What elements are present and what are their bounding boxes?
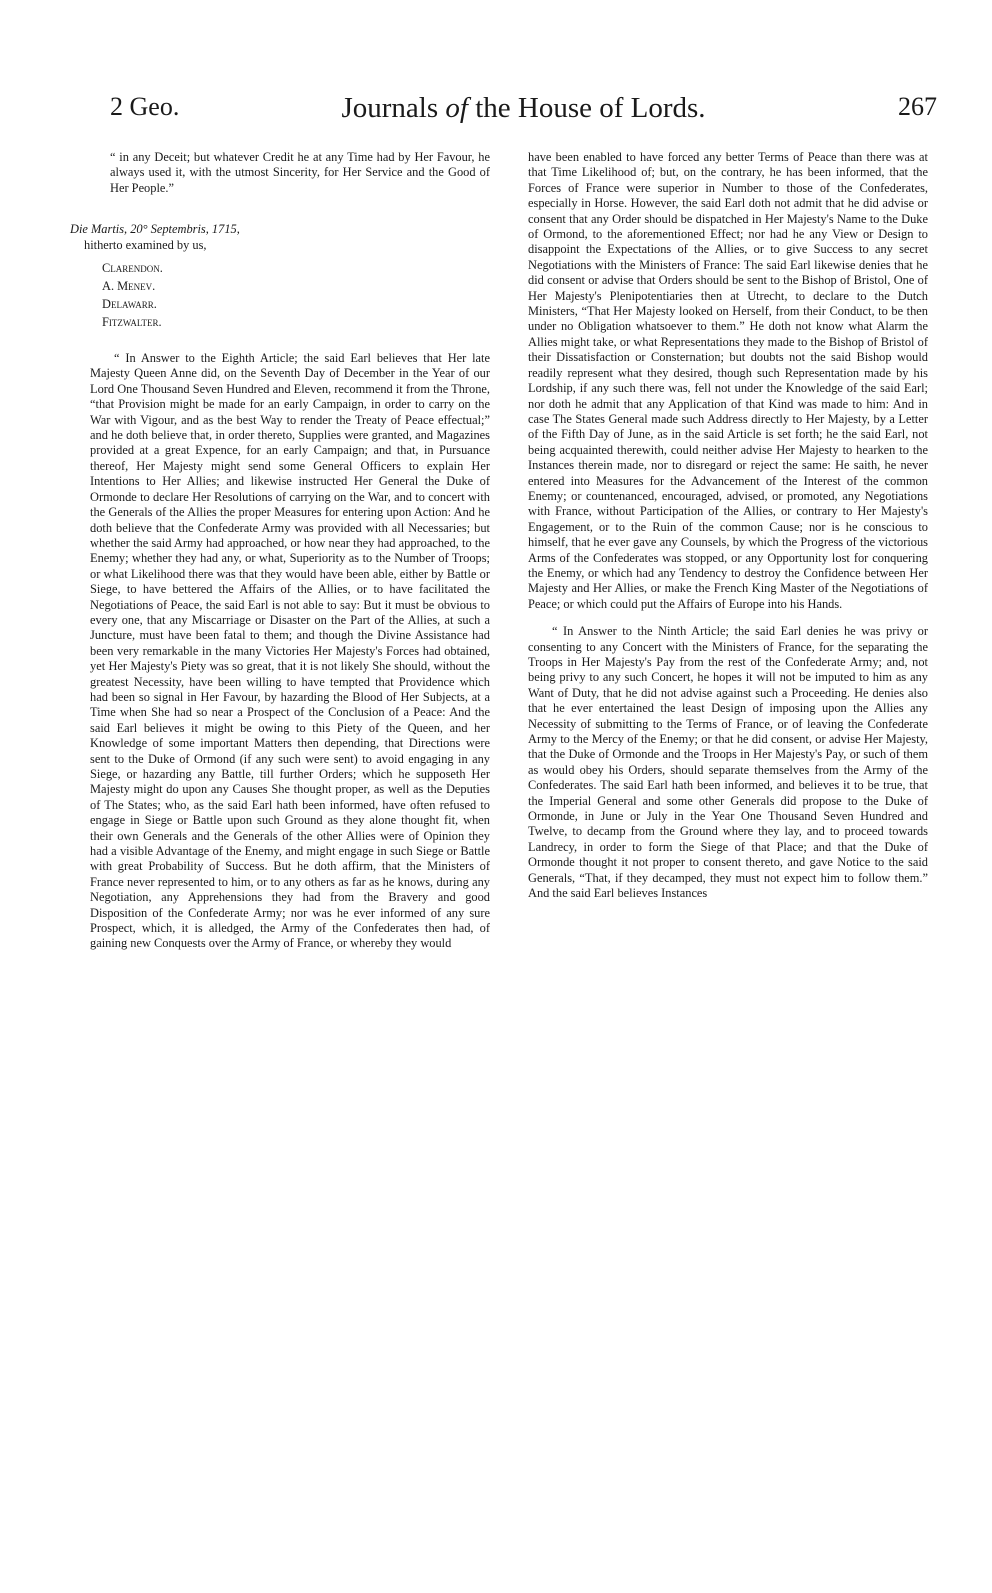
signatory: Fitzwalter. [102,315,162,330]
page-header [110,92,937,136]
article-eighth-continued: have been enabled to have forced any better Terms of Peace than there was at that Time Likelihood of; but, on the contrary, he has been informed, that the Forces of France were superior in Number to those of the Confederates, especially in Horse. However, the said Earl doth not admit that he did advise or consent that any Order should be dispatched in Her Majesty's Name to the Duke of Ormond, to the aforementioned Effect; nor had he any View or Design to disappoint the Expectations of the Allies, or to give Success to any secret Negotiations with the Ministers of France: The said Earl likewise denies that he did consent or advise that Orders should be sent to the Bishop of Bristol, One of Her Majesty's Plenipotentiaries then at Utrecht, to declare to the Dutch Ministers, “That Her Majesty looked on Herself, from their Conduct, to be then under no Obligation whatsoever to them.” He doth not know what Alarm the Allies might take, or what Representations they made to the Bishop of Bristol of their Dissatisfaction or Consternation; but doubts not the said Bishop would readily represent what they desired, though such Representation made by his Lordship, if any such there was, fell not under the Knowledge of the said Earl; nor doth he admit that any Application of that Kind was made to him: And in case The States General made such Address directly to Her Majesty, by a Letter of the Fifth Day of June, as in the said Article is set forth; he the said Earl, not being acquainted therewith, could neither advise Her Majesty to hearken to the Instances therein made, nor to disregard or reject the same: He saith, he never entered into Measures for the Advancement of the Interest of the common Enemy; or countenanced, encouraged, advised, or promoted, any Negotiations with France, without Participation of the Allies, or contrary to Her Majesty's Engagement, or to the Ruin of the common Cause; nor is he conscious to himself, that he ever gave any Counsels, by which the Progress of the victorious Arms of the Confederates was stopped, or any Opportunity lost for conquering the Enemy, or which had any Tendency to destroy the Confidence between Her Majesty and Her Allies, or make the French King Master of the Negotiations of Peace; or which could put the Affairs of Europe into his Hands. [528,150,928,611]
right-column [498,150,928,914]
session-label: 2 Geo. [110,92,180,121]
title-suffix: House of Lords. [517,92,706,124]
signatory-list [60,259,490,331]
left-column [60,150,490,964]
date-line [60,222,490,253]
article-ninth-answer: “ In Answer to the Ninth Article; the said Earl denies he was privy or consenting to any Concert with the Ministers of France, for the separating the Troops in Her Majesty's Pay from the rest of the Confederate Army; and, not being privy to any such Concert, he hopes it will not be imputed to him as any Want of Duty, that he did not advise against such a Proceeding. He denies also that he ever entertained the least Design of imposing upon the Allies any Necessity of submitting to the Terms of France, or of leaving the Confederate Army to the Mercy of the Enemy; or that he did consent, or advise Her Majesty, that the Duke of Ormonde and the Troops in Her Majesty's Pay, or such of them as would obey his Orders, should separate themselves from the Army of the Confederates. The said Earl hath been informed, and believes it to be true, that the Imperial General and some other Generals did propose to the Duke of Ormonde, in June or July in the Year One Thousand Seven Hundred and Twelve, to decamp from the Ground where they lay, and to proceed towards Landrecy, in order to form the Siege of that Place; and that the Duke of Ormonde thought it not proper to consent thereto, and gave Notice to the said Generals, “That, if they decamped, they must not expect him to follow them.” And the said Earl believes Instances [528,624,928,901]
examined-line: hitherto examined by us, [84,237,207,252]
article-eighth-answer: “ In Answer to the Eighth Article; the said Earl believes that Her late Majesty Queen Anne did, on the Seventh Day of December in the Year of our Lord One Thousand Seven Hundred and Eleven, recommend it from the Throne, “that Provision might be made for an early Campaign, in order to carry on the War with Vigour, and as the best Way to render the Treaty of Peace effectual;” and he doth believe that, in order thereto, Supplies were granted, and Magazines provided at a great Expence, for an early Campaign; and that, in Pursuance thereof, Her Majesty might send some General Officers to explain Her Intentions to Her Allies; and likewise instructed Her General the Duke of Ormonde to declare Her Resolutions of carrying on the War, and to concert with the Generals of the Allies the proper Measures for entering upon Action: And he doth believe that the Confederate Army was provided with all Necessaries; but whether the said Army had approached, or how near they had approached, to the Enemy; whether they had any, or what, Superiority as to the Number of Troops; or what Likelihood there was that they would have been able, either by Battle or Siege, to have bettered the Affairs of the Allies, or to have facilitated the Negotiations of Peace, the said Earl is not able to say: But it must be obvious to every one, that any Miscarriage or Disaster on the Part of the Allies, at such a Juncture, must have been fatal to them; and though the Divine Assistance had been very remarkable in the many Victories Her Majesty's Forces had obtained, yet Her Majesty's Piety was so great, that it is not likely She should, without the greatest Necessity, have been willing to have tempted that Providence which had been so signal in Her Favour, by hazarding the Blood of Her Subjects, at a Time when She had so near a Prospect of the Conclusion of a Peace: And the said Earl believes it might be owing to this Piety of the Queen, and her Knowledge of some important Matters then depending, that Directions were sent to the Duke of Ormond (if any such were sent) to avoid engaging in any Siege, or hazarding any Battle, till further Orders; which he supposeth Her Majesty might do upon any Causes She thought proper, as well as the Deputies of The States; who, as the said Earl hath been informed, have often refused to engage in Siege or Battle upon such Ground as they alone thought fit, when their own Generals and the Generals of the other Allies were of Opinion they had a visible Advantage of the Enemy, and might engage in such Siege or Battle with great Probability of Success. But he doth affirm, that the Ministers of France never represented to him, or to any others as far as he knows, during any Negotiation, any Apprehensions they had from the Bravery and good Disposition of the Confederate Army; nor was he ever informed of any sure Prospect, which, it is alledged, the Army of the Confederates then had, of gaining new Conquests over the Army of France, or whereby they would [90,351,490,951]
date-text: Die Martis, 20° Septembris, 1715, [70,222,240,237]
title-prefix: Journals [341,92,446,124]
page-number: 267 [898,92,937,121]
signatory: A. Menev. [102,279,156,294]
opening-fragment: “ in any Deceit; but whatever Credit he at any Time had by Her Favour, he always used it, with the utmost Sincerity, for Her Service and the Good of Her People.” [110,150,490,195]
signatory: Delawarr. [102,297,157,312]
title-of: of [445,92,468,124]
journal-title [110,92,937,125]
title-the: the [467,92,518,124]
signatory: Clarendon. [102,261,163,276]
